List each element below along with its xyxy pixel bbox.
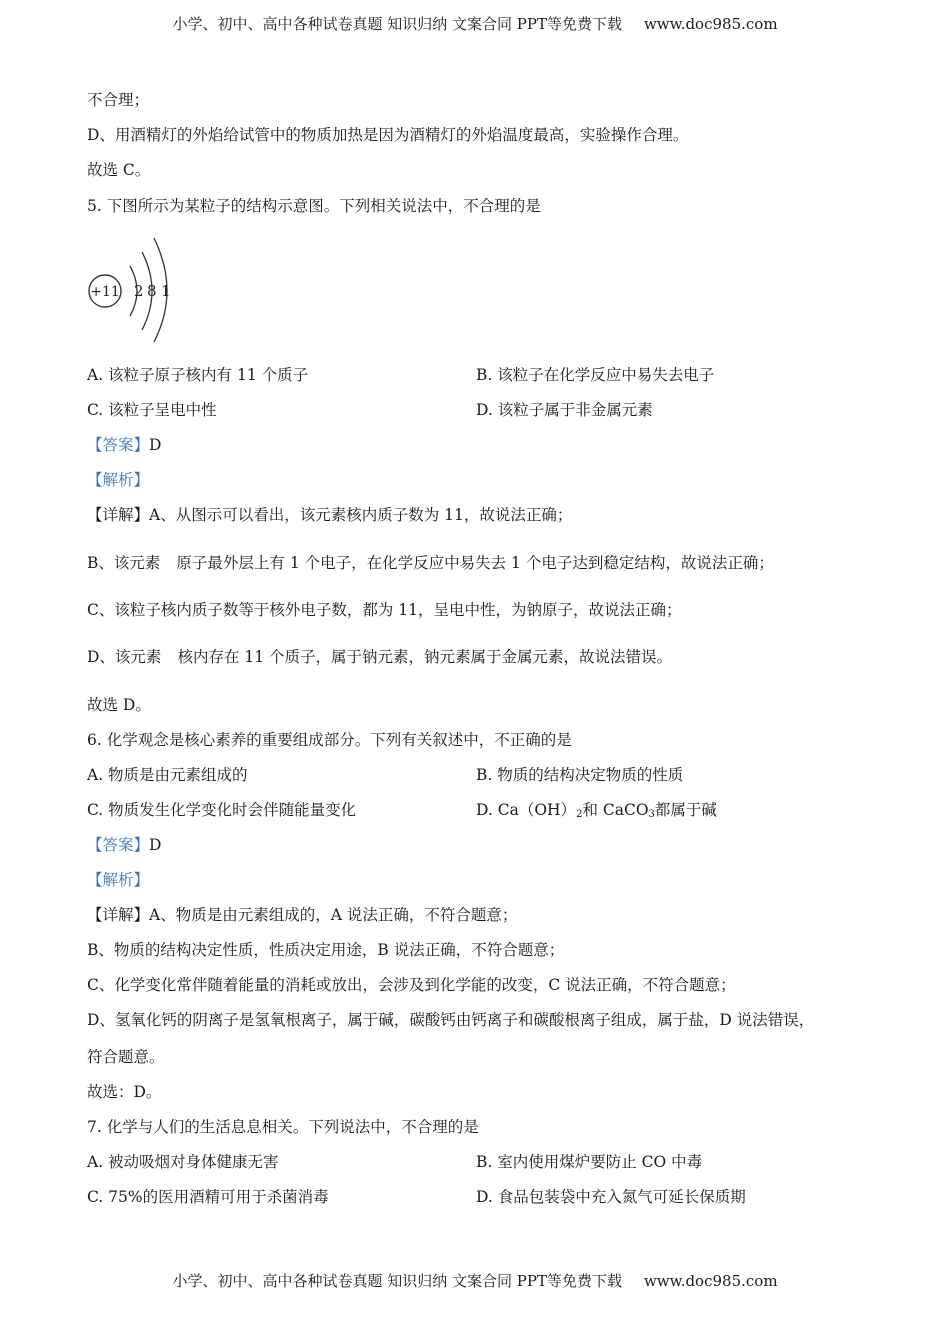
q6-option-d-sub1: 2: [576, 809, 583, 820]
footer-url[interactable]: www.doc985.com: [643, 1272, 778, 1290]
q7-option-b: B. 室内使用煤炉要防止 CO 中毒: [476, 1153, 703, 1171]
q5-stem: 5. 下图所示为某粒子的结构示意图。下列相关说法中，不合理的是: [87, 197, 541, 215]
q5-analysis-label: 【解析】: [87, 471, 150, 489]
header-text: 小学、初中、高中各种试卷真题 知识归纳 文案合同 PPT等免费下载: [172, 15, 622, 33]
nucleus-label: +11: [90, 284, 120, 300]
q5-detail-b: [87, 553, 774, 573]
q6-detail-d-cont: 符合题意。: [87, 1048, 165, 1066]
q6-option-d-part2: 和 CaCO: [582, 801, 649, 819]
q7-option-c: C. 75%的医用酒精可用于杀菌消毒: [87, 1188, 329, 1206]
q5-answer-value: D: [149, 436, 162, 454]
q5-answer-label: 【答案】: [87, 436, 150, 454]
q6-option-d-part3: 都属于碱: [654, 801, 717, 819]
shell-2-electrons: 8: [147, 282, 157, 300]
q6-answer: [87, 835, 161, 855]
shell-3-electrons: 1: [161, 282, 171, 300]
carryover-line-2: D、用酒精灯的外焰给试管中的物质加热是因为酒精灯的外焰温度最高，实验操作合理。: [87, 126, 689, 144]
atom-structure-diagram: [86, 232, 186, 344]
q5-answer: [87, 435, 161, 455]
q7-stem: 7. 化学与人们的生活息息相关。下列说法中，不合理的是: [87, 1118, 479, 1136]
page-footer: [0, 1270, 950, 1291]
footer-text: 小学、初中、高中各种试卷真题 知识归纳 文案合同 PPT等免费下载: [172, 1272, 622, 1290]
q6-conclusion: 故选：D。: [87, 1083, 162, 1101]
q6-answer-label: 【答案】: [87, 836, 150, 854]
q6-detail-a-text: A、物质是由元素组成的，A 说法正确，不符合题意；: [149, 906, 518, 924]
q5-detail-d: [87, 647, 672, 667]
header-url[interactable]: www.doc985.com: [643, 15, 778, 33]
q6-detail-c: C、化学变化常伴随着能量的消耗或放出，会涉及到化学能的改变，C 说法正确，不符合题意；: [87, 976, 736, 994]
q6-option-b: B. 物质的结构决定物质的性质: [476, 766, 684, 784]
q6-option-a: A. 物质是由元素组成的: [87, 766, 248, 784]
carryover-line-1: 不合理；: [87, 91, 150, 109]
q5-detail-d-part1: D、该元素: [87, 648, 162, 666]
q5-option-d: D. 该粒子属于非金属元素: [476, 401, 653, 419]
q6-detail-d: D、氢氧化钙的阴离子是氢氧根离子，属于碱，碳酸钙由钙离子和碳酸根离子组成，属于盐，D 说法错误，: [87, 1011, 815, 1029]
q5-detail-d-part2: 核内存在 11 个质子，属于钠元素，钠元素属于金属元素，故说法错误。: [177, 648, 673, 666]
q6-option-c: C. 物质发生化学变化时会伴随能量变化: [87, 801, 357, 819]
q5-detail-a: [87, 505, 572, 525]
q5-detail-b-part2: 原子最外层上有 1 个电子，在化学反应中易失去 1 个电子达到稳定结构，故说法正确；: [176, 554, 774, 572]
page-header: [0, 13, 950, 34]
q5-option-b: B. 该粒子在化学反应中易失去电子: [476, 366, 715, 384]
q5-detail-a-text: A、从图示可以看出，该元素核内质子数为 11，故说法正确；: [149, 506, 573, 524]
q5-detail-c: C、该粒子核内质子数等于核外电子数，都为 11，呈电中性，为钠原子，故说法正确；: [87, 601, 682, 619]
q5-option-a: A. 该粒子原子核内有 11 个质子: [87, 366, 309, 384]
q5-conclusion: 故选 D。: [87, 696, 151, 714]
q6-option-d-part1: D. Ca（OH）: [476, 801, 577, 819]
q5-detail-label: 【详解】: [87, 506, 150, 524]
q6-option-d: [476, 800, 717, 825]
q7-option-a: A. 被动吸烟对身体健康无害: [87, 1153, 279, 1171]
q6-detail-b: B、物质的结构决定性质，性质决定用途，B 说法正确，不符合题意；: [87, 941, 565, 959]
q6-analysis-label: 【解析】: [87, 871, 150, 889]
q6-stem: 6. 化学观念是核心素养的重要组成部分。下列有关叙述中，不正确的是: [87, 731, 572, 749]
q6-detail-label: 【详解】: [87, 906, 150, 924]
q6-answer-value: D: [149, 836, 162, 854]
q5-detail-b-part1: B、该元素: [87, 554, 161, 572]
q7-option-d: D. 食品包装袋中充入氮气可延长保质期: [476, 1188, 746, 1206]
carryover-conclusion: 故选 C。: [87, 161, 151, 179]
q5-option-c: C. 该粒子呈电中性: [87, 401, 217, 419]
q6-detail-a: [87, 905, 517, 925]
shell-1-electrons: 2: [134, 282, 144, 300]
q6-option-d-sub2: 3: [648, 809, 655, 820]
